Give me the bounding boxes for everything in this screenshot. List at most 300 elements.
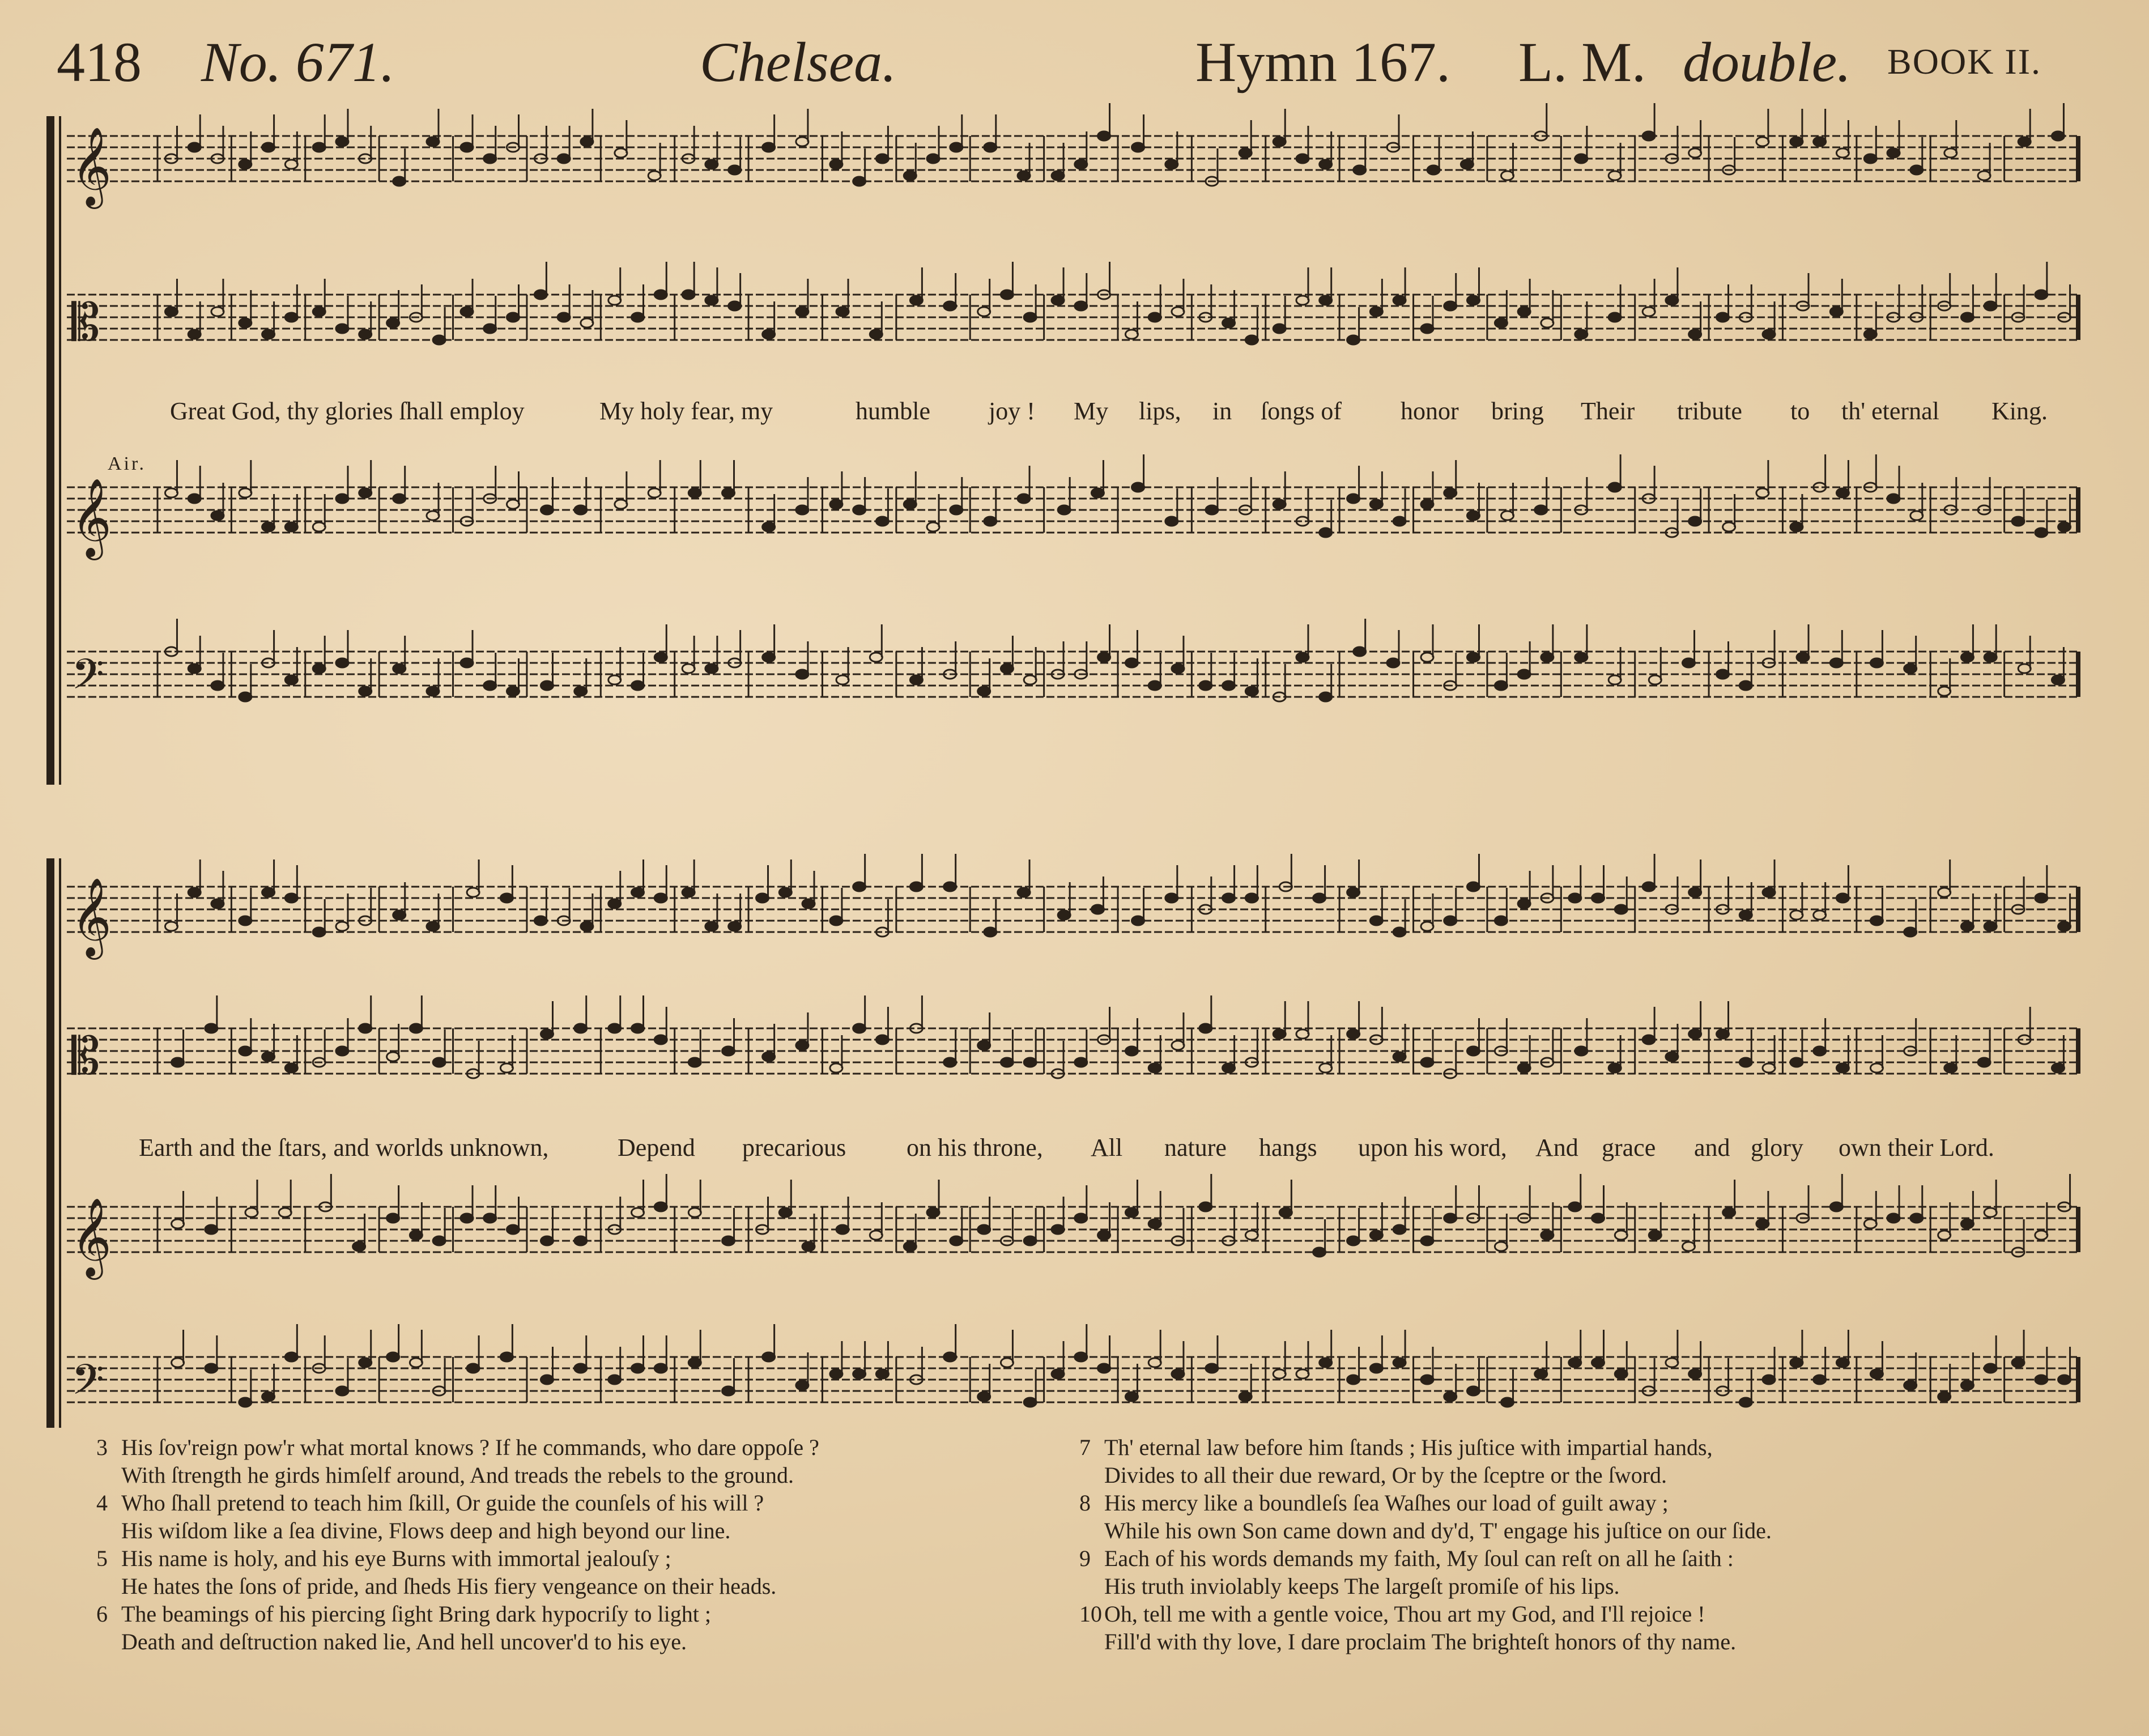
note-head: [1961, 313, 1973, 322]
note-head: [2018, 137, 2031, 146]
note-head: [950, 1236, 963, 1245]
note-head: [1541, 1231, 1554, 1240]
note-head: [1518, 307, 1530, 316]
note-head: [1739, 681, 1752, 690]
note-head: [1148, 313, 1161, 322]
note-head: [1001, 664, 1013, 673]
note-head: [910, 882, 922, 891]
note-head: [944, 882, 956, 891]
note-head: [1723, 522, 1735, 531]
note-head: [615, 500, 627, 509]
note-head: [1075, 301, 1087, 310]
note-head: [285, 160, 297, 169]
note-head: [313, 927, 325, 937]
note-head: [558, 154, 570, 163]
note-head: [1642, 131, 1655, 141]
note-head: [1052, 296, 1064, 305]
note-head: [393, 494, 406, 503]
treble-clef-icon: 𝄞: [71, 478, 112, 557]
note-head: [1223, 681, 1235, 690]
note-head: [393, 664, 406, 673]
note-head: [359, 1024, 372, 1033]
note-head: [467, 1364, 479, 1373]
note-head: [688, 1058, 701, 1067]
note-head: [632, 888, 644, 897]
note-head: [682, 290, 695, 299]
note-head: [1098, 653, 1110, 662]
note-head: [688, 488, 701, 497]
note-head: [205, 1225, 218, 1234]
note-head: [1535, 1369, 1547, 1378]
note-head: [984, 927, 997, 937]
note-head: [1683, 1242, 1695, 1251]
note-head: [1273, 324, 1286, 333]
note-head: [876, 1369, 888, 1378]
treble-clef-icon: 𝄞: [71, 878, 112, 956]
book-label: BOOK II.: [1887, 41, 2041, 82]
note-head: [1739, 910, 1752, 920]
note-head: [188, 330, 201, 339]
note-head: [1642, 307, 1655, 316]
note-head: [1125, 1208, 1138, 1217]
note-head: [165, 307, 177, 316]
note-head: [2035, 290, 2048, 299]
note-head: [1393, 927, 1406, 937]
note-head: [1887, 1214, 1900, 1223]
note-head: [1666, 1358, 1678, 1367]
note-head: [262, 330, 275, 339]
lyric-2-1: Earth and the ſtars, and worlds unknown,: [139, 1134, 549, 1161]
note-head: [575, 1236, 587, 1245]
lyric-2-9: And: [1535, 1134, 1578, 1161]
note-head: [1904, 927, 1917, 937]
note-head: [796, 670, 808, 679]
note-head: [1320, 528, 1332, 537]
note-head: [1717, 1029, 1729, 1039]
note-head: [1444, 1214, 1457, 1223]
note-head: [1870, 916, 1883, 925]
note-head: [978, 307, 990, 316]
verse-number: 7: [1079, 1435, 1091, 1460]
note-head: [1814, 1046, 1826, 1056]
note-head: [2052, 1063, 2064, 1073]
note-head: [632, 681, 644, 690]
note-head: [285, 893, 297, 903]
note-head: [853, 1024, 866, 1033]
note-head: [461, 1214, 473, 1223]
note-head: [500, 1063, 513, 1073]
verse-10-line-2: Fill'd with thy love, I dare proclaim The brighteſt honors of thy name.: [1104, 1629, 1737, 1654]
note-head: [1608, 1063, 1621, 1073]
note-head: [615, 148, 627, 158]
verse-6-line-2: Death and deſtruction naked lie, And hell uncover'd to his eye.: [121, 1629, 687, 1654]
note-head: [1830, 307, 1842, 316]
note-head: [1132, 483, 1144, 492]
note-head: [763, 653, 775, 662]
note-head: [1467, 1046, 1479, 1056]
verse-5-line-1: 5 His name is holy, and his eye Burns with immortal jealouſy ;: [96, 1546, 671, 1571]
note-head: [1938, 1231, 1951, 1240]
note-head: [1125, 1046, 1138, 1056]
note-head: [433, 1236, 445, 1245]
note-head: [1148, 1358, 1161, 1367]
note-head: [853, 505, 866, 514]
note-head: [1495, 916, 1507, 925]
note-head: [1814, 910, 1826, 920]
note-head: [1467, 1386, 1479, 1395]
note-head: [262, 1392, 275, 1401]
note-head: [763, 330, 775, 339]
note-head: [1444, 301, 1457, 310]
note-head: [461, 658, 473, 667]
note-head: [1098, 1231, 1110, 1240]
note-head: [359, 687, 372, 696]
note-head: [1649, 675, 1661, 684]
note-head: [239, 318, 252, 327]
note-head: [608, 899, 621, 908]
lyric-2-8: upon his word,: [1358, 1134, 1507, 1161]
note-head: [1024, 1058, 1036, 1067]
staff-5: [67, 854, 2078, 960]
note-head: [1944, 1063, 1957, 1073]
note-head: [1347, 1029, 1360, 1039]
note-head: [1393, 1225, 1406, 1234]
verse-5-line-2: He hates the ſons of pride, and ſheds His fiery vengeance on their heads.: [121, 1573, 777, 1599]
verse-number: 8: [1079, 1490, 1091, 1516]
note-head: [188, 494, 201, 503]
bass-clef-icon: 𝄢: [71, 650, 104, 709]
note-head: [1370, 916, 1382, 925]
air-label: Air.: [108, 453, 146, 474]
note-head: [1830, 1202, 1842, 1211]
note-head: [1444, 1392, 1457, 1401]
note-head: [534, 290, 547, 299]
note-head: [1239, 148, 1252, 158]
note-head: [1689, 1369, 1701, 1378]
lyric-2-6: nature: [1164, 1134, 1227, 1161]
note-head: [1461, 160, 1473, 169]
note-head: [1320, 1358, 1332, 1367]
note-head: [1984, 922, 1997, 931]
note-head: [1024, 1236, 1036, 1245]
note-head: [1320, 160, 1332, 169]
note-head: [484, 681, 496, 690]
note-head: [632, 1208, 644, 1217]
note-head: [608, 675, 621, 684]
note-head: [410, 1358, 422, 1367]
note-head: [1296, 154, 1309, 163]
lyric-2-3: precarious: [742, 1134, 846, 1161]
verses-left: [96, 1433, 819, 1656]
note-head: [1836, 893, 1849, 903]
note-head: [336, 137, 348, 146]
note-head: [1495, 1242, 1507, 1251]
meter: L. M.: [1518, 31, 1646, 93]
note-head: [1018, 494, 1030, 503]
note-head: [534, 916, 547, 925]
verse-3-line-1: 3 His ſov'reign pow'r what mortal knows ? If he commands, who dare oppoſe ?: [96, 1435, 819, 1460]
note-head: [1535, 505, 1547, 514]
note-head: [984, 517, 997, 526]
note-head: [802, 1242, 815, 1251]
note-head: [239, 160, 252, 169]
note-head: [285, 1352, 297, 1361]
note-head: [1199, 1024, 1212, 1033]
note-head: [1518, 899, 1530, 908]
lyric-1-2: My holy fear, my: [599, 397, 773, 425]
note-head: [1199, 1202, 1212, 1211]
note-head: [608, 296, 621, 305]
note-head: [1421, 324, 1433, 333]
note-head: [1245, 335, 1258, 344]
lyric-2-7: hangs: [1259, 1134, 1317, 1161]
note-head: [1001, 1058, 1013, 1067]
staff-6: [67, 995, 2078, 1086]
note-head: [1518, 670, 1530, 679]
staff-8: [67, 1324, 2078, 1415]
note-head: [830, 1369, 842, 1378]
staff-7: [67, 1174, 2078, 1280]
note-head: [950, 505, 963, 514]
note-head: [910, 296, 922, 305]
note-head: [944, 1058, 956, 1067]
note-head: [1683, 658, 1695, 667]
note-head: [1165, 893, 1178, 903]
note-head: [1790, 1058, 1803, 1067]
note-head: [211, 899, 224, 908]
note-head: [1541, 653, 1554, 662]
note-head: [1642, 882, 1655, 891]
note-head: [500, 1352, 513, 1361]
note-head: [1790, 1358, 1803, 1367]
lyric-2-2: Depend: [618, 1134, 695, 1161]
note-head: [285, 522, 297, 531]
note-head: [950, 143, 963, 152]
note-head: [1887, 148, 1900, 158]
note-head: [1024, 1398, 1036, 1407]
note-head: [1421, 653, 1433, 662]
note-head: [796, 307, 808, 316]
note-head: [285, 313, 297, 322]
note-head: [387, 1352, 399, 1361]
note-head: [876, 1035, 888, 1044]
verses-right: [1079, 1433, 1772, 1656]
verse-4-line-2: His wiſdom like a ſea divine, Flows deep and high beyond our line.: [121, 1518, 731, 1543]
note-head: [353, 1242, 365, 1251]
verse-8-line-1: 8 His mercy like a boundleſs ſea Waſhes our load of guilt away ;: [1079, 1490, 1669, 1516]
note-head: [1717, 313, 1729, 322]
note-head: [904, 171, 916, 180]
note-head: [1649, 1231, 1661, 1240]
note-head: [262, 143, 275, 152]
note-head: [313, 307, 325, 316]
note-head: [1608, 675, 1621, 684]
note-head: [2058, 522, 2071, 531]
note-head: [705, 922, 718, 931]
note-head: [836, 307, 849, 316]
note-head: [410, 1231, 422, 1240]
note-head: [1172, 1369, 1184, 1378]
note-head: [1370, 307, 1382, 316]
verse-number: 3: [96, 1435, 108, 1460]
lyric-1-10: bring: [1491, 397, 1544, 425]
note-head: [1790, 137, 1803, 146]
note-head: [1075, 1214, 1087, 1223]
note-head: [904, 1242, 916, 1251]
bass-clef-icon: 𝄢: [71, 1355, 104, 1415]
note-head: [239, 692, 252, 701]
note-head: [575, 687, 587, 696]
note-head: [1864, 154, 1876, 163]
lyric-1-14: th' eternal: [1841, 397, 1939, 425]
note-head: [359, 488, 372, 497]
note-head: [1125, 1392, 1138, 1401]
verse-9-line-1: 9 Each of his words demands my faith, My ſoul can reſt on all he ſaith :: [1079, 1546, 1734, 1571]
note-head: [507, 1225, 519, 1234]
staff-1: [67, 103, 2078, 209]
note-head: [2035, 1375, 2048, 1384]
note-head: [654, 1202, 667, 1211]
note-head: [1320, 1063, 1332, 1073]
note-head: [2052, 131, 2064, 141]
note-head: [1165, 160, 1178, 169]
lyric-2-5: All: [1091, 1134, 1123, 1161]
note-head: [1666, 296, 1678, 305]
note-head: [1763, 1063, 1775, 1073]
tune-name: Chelsea.: [700, 31, 897, 93]
note-head: [1797, 653, 1809, 662]
note-head: [1296, 1369, 1309, 1378]
lyric-1-11: Their: [1581, 397, 1635, 425]
note-head: [632, 313, 644, 322]
note-head: [2058, 1375, 2071, 1384]
note-head: [876, 154, 888, 163]
lyric-1-13: to: [1790, 397, 1810, 425]
note-head: [1132, 916, 1144, 925]
note-head: [1223, 318, 1235, 327]
note-head: [2035, 528, 2048, 537]
note-head: [705, 296, 718, 305]
note-head: [205, 1024, 218, 1033]
note-head: [262, 888, 275, 897]
note-head: [870, 1231, 882, 1240]
note-head: [1245, 687, 1258, 696]
note-head: [1075, 160, 1087, 169]
note-head: [1592, 893, 1605, 903]
note-head: [1904, 664, 1917, 673]
note-head: [1608, 313, 1621, 322]
verse-number: 6: [96, 1601, 108, 1627]
note-head: [359, 1358, 372, 1367]
note-head: [1421, 500, 1433, 509]
c-clef-icon: 𝄡: [71, 293, 100, 352]
note-head: [1984, 1208, 1997, 1217]
verse-number: 9: [1079, 1546, 1091, 1571]
note-head: [1125, 658, 1138, 667]
note-head: [575, 1024, 587, 1033]
note-head: [1910, 1214, 1923, 1223]
note-head: [1393, 1358, 1406, 1367]
note-head: [211, 681, 224, 690]
note-head: [581, 137, 593, 146]
note-head: [410, 1024, 422, 1033]
note-head: [1814, 137, 1826, 146]
note-head: [978, 1392, 990, 1401]
note-head: [978, 687, 990, 696]
note-head: [433, 1058, 445, 1067]
verse-8-line-2: While his own Son came down and dy'd, T' engage his juſtice on our ſide.: [1104, 1518, 1772, 1543]
note-head: [648, 171, 661, 180]
note-head: [1313, 893, 1326, 903]
note-head: [1001, 1358, 1013, 1367]
note-head: [1370, 1231, 1382, 1240]
note-head: [796, 1041, 808, 1050]
note-head: [467, 888, 479, 897]
note-head: [1961, 653, 1973, 662]
note-head: [172, 1219, 184, 1228]
lyric-1-9: honor: [1401, 397, 1459, 425]
note-head: [876, 517, 888, 526]
note-head: [1444, 488, 1457, 497]
note-head: [984, 143, 997, 152]
note-head: [1320, 692, 1332, 701]
note-head: [608, 1375, 621, 1384]
note-head: [2035, 893, 2048, 903]
note-head: [830, 916, 842, 925]
note-head: [1575, 1046, 1588, 1056]
note-head: [1501, 1398, 1513, 1407]
note-head: [1870, 1063, 1883, 1073]
lyric-1-4: joy !: [989, 397, 1035, 425]
note-head: [830, 500, 842, 509]
note-head: [688, 1208, 701, 1217]
note-head: [1075, 1352, 1087, 1361]
note-head: [313, 522, 325, 531]
note-head: [1938, 687, 1951, 696]
note-head: [1279, 1208, 1292, 1217]
note-head: [1984, 653, 1997, 662]
note-head: [427, 137, 439, 146]
note-head: [239, 1046, 252, 1056]
note-head: [1239, 1392, 1252, 1401]
note-head: [1938, 1392, 1951, 1401]
note-head: [1756, 488, 1769, 497]
note-head: [1518, 1063, 1530, 1073]
note-head: [705, 664, 718, 673]
note-head: [1756, 1219, 1769, 1228]
lyric-1-3: humble: [856, 397, 930, 425]
note-head: [1592, 1214, 1605, 1223]
note-head: [1421, 922, 1433, 931]
verse-9-line-2: His truth inviolably keeps The largeſt promiſe of his lips.: [1104, 1573, 1620, 1599]
note-head: [1421, 1375, 1433, 1384]
note-head: [1569, 1202, 1581, 1211]
note-head: [484, 154, 496, 163]
note-head: [427, 511, 439, 520]
note-head: [1347, 335, 1360, 344]
note-head: [1467, 296, 1479, 305]
note-head: [722, 1386, 735, 1395]
note-head: [1763, 330, 1775, 339]
verse-7-line-2: Divides to all their due reward, Or by the ſceptre or the ſword.: [1104, 1462, 1667, 1488]
verse-number: 5: [96, 1546, 108, 1571]
note-head: [1836, 148, 1849, 158]
verse-number: 4: [96, 1490, 108, 1516]
note-head: [870, 653, 882, 662]
note-head: [1501, 511, 1513, 520]
note-head: [688, 1358, 701, 1367]
note-head: [682, 888, 695, 897]
